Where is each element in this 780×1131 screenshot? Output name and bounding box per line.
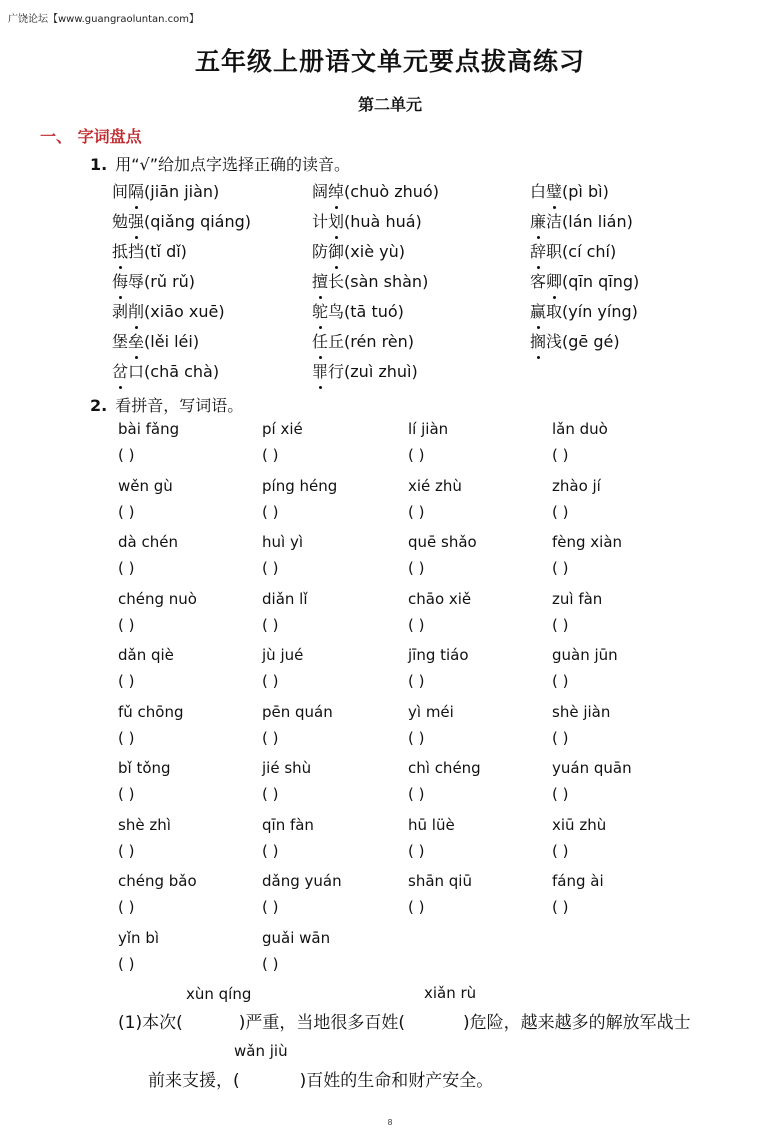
pinyin-hint: xùn qíng — [186, 985, 252, 1003]
answer-blank[interactable]: ( ) — [262, 898, 279, 916]
answer-blank[interactable]: ( ) — [408, 502, 425, 521]
answer-blank[interactable]: ( ) — [118, 446, 135, 464]
answer-blank[interactable]: ( ) — [552, 615, 569, 634]
answer-blank[interactable]: ( ) — [408, 841, 425, 860]
pinyin-label: yì méi — [408, 702, 454, 721]
answer-blank[interactable]: ( ) — [408, 559, 425, 577]
pronunciation-item — [112, 330, 199, 354]
pronunciation-item — [312, 210, 422, 234]
pinyin-label: guàn jūn — [552, 646, 618, 664]
word: 搁浅 — [530, 332, 562, 351]
pronunciation-item — [530, 240, 616, 264]
reading-options[interactable]: (yín yíng) — [562, 302, 638, 321]
reading-options[interactable]: (xiè yù) — [344, 242, 405, 261]
reading-options[interactable]: (chā chà) — [144, 362, 220, 381]
page-title: 五年级上册语文单元要点拔高练习 — [194, 47, 585, 76]
reading-options[interactable]: (tā tuó) — [344, 302, 404, 321]
reading-options[interactable]: (qiǎng qiáng) — [144, 212, 252, 231]
section-heading: 一、 字词盘点 — [40, 127, 142, 146]
answer-blank[interactable]: ( ) — [552, 785, 569, 803]
pinyin-label: zuì fàn — [552, 589, 603, 608]
answer-blank[interactable]: ( ) — [262, 446, 279, 464]
pinyin-label: yǐn bì — [118, 928, 160, 947]
answer-blank[interactable]: ( ) — [118, 502, 135, 521]
answer-blank[interactable]: ( ) — [262, 954, 279, 973]
pinyin-label: shè jiàn — [552, 702, 611, 721]
pronunciation-item — [312, 270, 428, 294]
answer-blank[interactable]: ( ) — [262, 785, 279, 803]
pinyin-label: pí xié — [262, 420, 303, 438]
sentence-line — [148, 1066, 493, 1091]
pinyin-label: jīng tiáo — [408, 646, 469, 664]
pinyin-label: qīn fàn — [262, 815, 314, 834]
pinyin-label: xié zhù — [408, 476, 462, 495]
reading-options[interactable]: (huà huá) — [344, 212, 422, 231]
pinyin-label: chāo xiě — [408, 589, 472, 608]
answer-blank[interactable]: ( ) — [552, 559, 569, 577]
word: 辞职 — [530, 242, 562, 261]
reading-options[interactable]: (xiāo xuē) — [144, 302, 225, 321]
pinyin-label: quē shǎo — [408, 533, 477, 551]
reading-options[interactable]: (cí chí) — [562, 242, 617, 261]
word: 防御 — [312, 242, 344, 261]
answer-blank[interactable]: ( ) — [118, 785, 135, 803]
word: 计划 — [312, 212, 344, 231]
pinyin-hint: wǎn jiù — [234, 1042, 288, 1060]
pinyin-label: huì yì — [262, 533, 303, 551]
pronunciation-item — [112, 360, 219, 384]
pronunciation-item — [112, 300, 225, 324]
answer-blank[interactable]: ( ) — [118, 954, 135, 973]
pronunciation-item — [530, 330, 620, 354]
question-2 — [90, 393, 243, 416]
answer-blank[interactable]: ( ) — [118, 559, 135, 577]
pinyin-label: xiū zhù — [552, 815, 607, 834]
word: 剥削 — [112, 302, 144, 321]
word: 岔口 — [112, 362, 144, 381]
sentence-text: (1)本次( — [118, 1013, 183, 1033]
question-text: 用“√”给加点字选择正确的读音。 — [115, 155, 350, 174]
reading-options[interactable]: (lěi léi) — [144, 332, 200, 351]
pinyin-label: diǎn lǐ — [262, 589, 308, 608]
unit-title: 第二单元 — [357, 95, 422, 114]
sentence-text: )危险，越来越多的解放军战士 — [462, 1013, 691, 1033]
answer-blank[interactable]: ( ) — [408, 785, 425, 803]
pronunciation-item — [312, 360, 418, 384]
sentence-text: 前来支援，( — [148, 1071, 240, 1091]
answer-blank[interactable]: ( ) — [408, 728, 425, 747]
answer-blank[interactable]: ( ) — [552, 841, 569, 860]
answer-blank[interactable]: ( ) — [262, 502, 279, 521]
pinyin-label: dǎn qiè — [118, 646, 174, 664]
answer-blank[interactable]: ( ) — [118, 615, 135, 634]
word: 堡垒 — [112, 332, 144, 351]
pinyin-hint: xiǎn rù — [424, 984, 477, 1002]
answer-blank[interactable]: ( ) — [118, 898, 135, 916]
pinyin-label: fǔ chōng — [118, 702, 184, 721]
pronunciation-item — [312, 180, 439, 204]
word: 罪行 — [312, 362, 344, 381]
pinyin-label: fèng xiàn — [552, 533, 623, 551]
pronunciation-item — [530, 180, 609, 204]
pinyin-label: bài fǎng — [118, 420, 180, 438]
answer-blank[interactable]: ( ) — [552, 446, 569, 464]
question-text: 看拼音，写词语。 — [115, 396, 244, 415]
reading-options[interactable]: (chuò zhuó) — [344, 182, 439, 201]
pinyin-label: dǎng yuán — [262, 872, 342, 890]
answer-blank[interactable]: ( ) — [118, 728, 135, 747]
pinyin-label: wěn gù — [118, 476, 173, 495]
reading-options[interactable]: (jiān jiàn) — [144, 182, 220, 201]
answer-blank[interactable]: ( ) — [408, 446, 425, 464]
pronunciation-item — [312, 330, 414, 354]
answer-blank[interactable]: ( ) — [262, 841, 279, 860]
question-number: 1. — [90, 155, 108, 174]
pronunciation-item — [112, 240, 187, 264]
pinyin-label: jù jué — [262, 646, 304, 664]
word: 间隔 — [112, 182, 144, 201]
sentence-text: )百姓的生命和财产安全。 — [299, 1071, 494, 1091]
reading-options[interactable]: (qīn qīng) — [562, 272, 640, 291]
pronunciation-item — [530, 270, 639, 294]
answer-blank[interactable]: ( ) — [262, 559, 279, 577]
pinyin-label: chéng bǎo — [118, 872, 197, 890]
question-1 — [90, 152, 350, 175]
page-number: 8 — [387, 1118, 393, 1127]
reading-options[interactable]: (rén rèn) — [344, 332, 415, 351]
reading-options[interactable]: (gē gé) — [562, 332, 620, 351]
pinyin-label: pēn quán — [262, 702, 333, 721]
pronunciation-item — [312, 240, 405, 264]
word: 白璧 — [530, 182, 562, 201]
pronunciation-item — [312, 300, 404, 324]
pinyin-label: shān qiū — [408, 872, 472, 890]
word: 赢取 — [530, 302, 562, 321]
answer-blank[interactable]: ( ) — [552, 672, 569, 690]
sentence-text: )严重，当地很多百姓( — [238, 1013, 405, 1033]
pinyin-label: chì chéng — [408, 759, 481, 777]
pronunciation-item — [112, 270, 195, 294]
pinyin-label: píng héng — [262, 476, 338, 495]
pinyin-label: chéng nuò — [118, 589, 197, 608]
pinyin-label: yuán quān — [552, 759, 632, 777]
word: 客卿 — [530, 272, 562, 291]
word: 侮辱 — [112, 272, 144, 291]
answer-blank[interactable]: ( ) — [262, 672, 279, 690]
word: 抵挡 — [112, 242, 144, 261]
answer-blank[interactable]: ( ) — [118, 841, 135, 860]
pronunciation-item — [530, 210, 633, 234]
pinyin-label: lǎn duò — [552, 420, 608, 438]
pinyin-label: zhào jí — [552, 476, 601, 495]
answer-blank[interactable]: ( ) — [552, 502, 569, 521]
sentence-line — [118, 1008, 691, 1033]
pronunciation-item — [530, 300, 638, 324]
pinyin-label: fáng ài — [552, 872, 604, 890]
reading-options[interactable]: (lán lián) — [562, 212, 633, 231]
word: 廉洁 — [530, 212, 562, 231]
pinyin-label: bǐ tǒng — [118, 759, 171, 777]
pronunciation-item — [112, 180, 219, 204]
pinyin-label: jié shù — [262, 759, 312, 777]
reading-options[interactable]: (rǔ rǔ) — [144, 272, 196, 291]
pronunciation-item — [112, 210, 251, 234]
pinyin-label: guǎi wān — [262, 928, 331, 947]
answer-blank[interactable]: ( ) — [552, 898, 569, 916]
reading-options[interactable]: (tǐ dǐ) — [144, 242, 187, 261]
answer-blank[interactable]: ( ) — [118, 672, 135, 690]
pinyin-label: hū lüè — [408, 815, 455, 834]
answer-blank[interactable]: ( ) — [408, 615, 425, 634]
word: 任丘 — [312, 332, 344, 351]
answer-blank[interactable]: ( ) — [262, 615, 279, 634]
pinyin-label: shè zhì — [118, 815, 171, 834]
word: 阔绰 — [312, 182, 344, 201]
word: 擅长 — [312, 272, 344, 291]
answer-blank[interactable]: ( ) — [408, 672, 425, 690]
pinyin-label: dà chén — [118, 533, 178, 551]
answer-blank[interactable]: ( ) — [262, 728, 279, 747]
reading-options[interactable]: (zuì zhuì) — [344, 362, 418, 381]
reading-options[interactable]: (pì bì) — [562, 182, 609, 201]
reading-options[interactable]: (sàn shàn) — [344, 272, 429, 291]
question-number: 2. — [90, 396, 108, 415]
answer-blank[interactable]: ( ) — [408, 898, 425, 916]
answer-blank[interactable]: ( ) — [552, 728, 569, 747]
word: 鸵鸟 — [312, 302, 344, 321]
word: 勉强 — [112, 212, 144, 231]
watermark-text: 广饶论坛【www.guangraoluntan.com】 — [8, 14, 200, 25]
pinyin-label: lí jiàn — [408, 420, 449, 438]
